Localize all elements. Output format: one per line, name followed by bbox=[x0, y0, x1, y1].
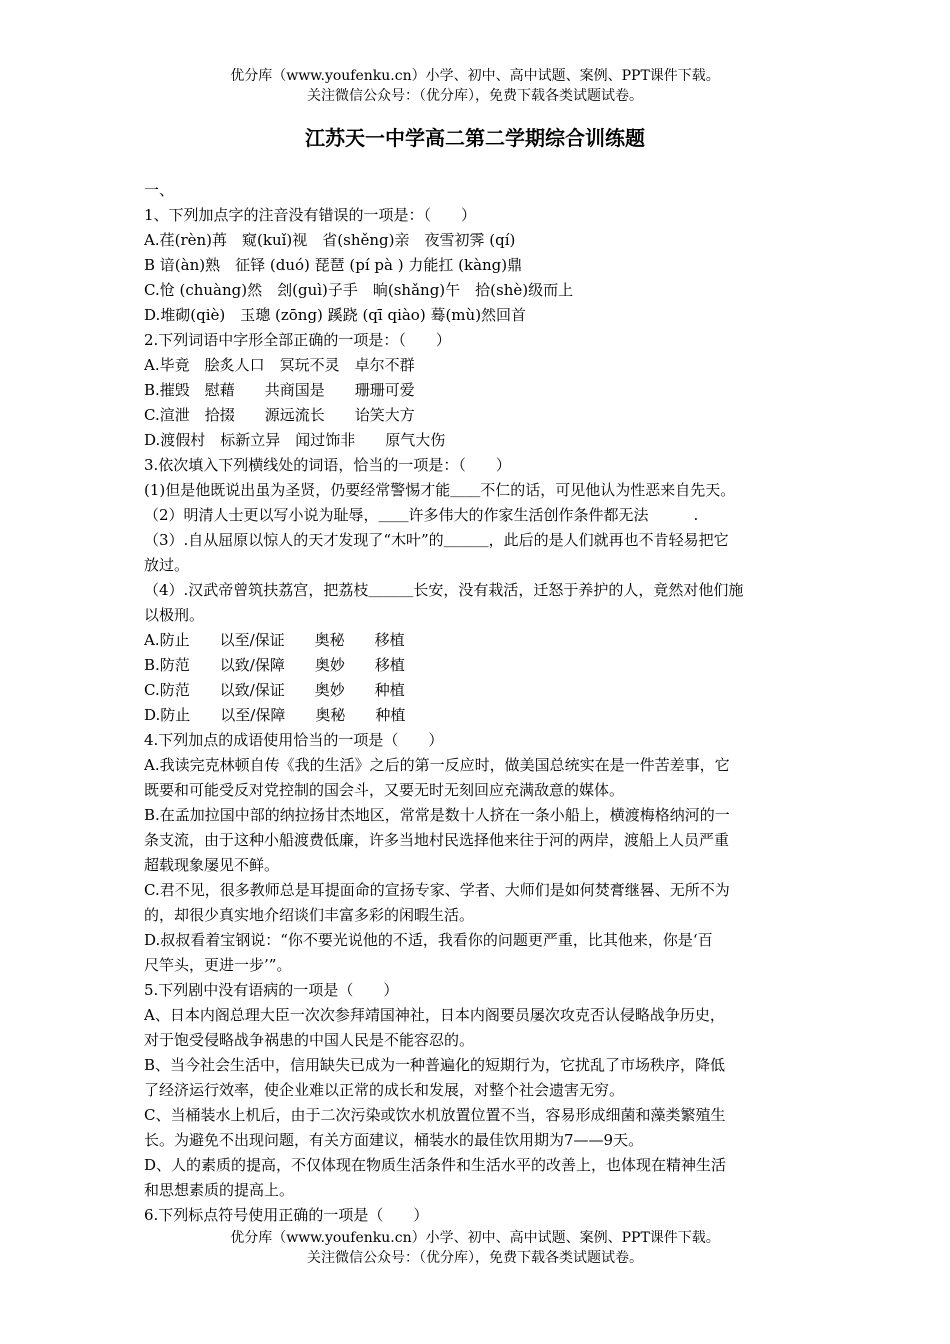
text-line: D.防止 以至/保障 奥秘 种植 bbox=[144, 706, 406, 724]
text-line: 既要和可能受反对党控制的国会斗，又要无时无刻回应充满敌意的媒体。 bbox=[144, 781, 625, 799]
text-line: D.堆砌(qiè) 玉璁 (zōng) 蹊跷 (qī qiào) 蓦(mù)然回首 bbox=[144, 306, 527, 324]
text-line: A.荏(rèn)苒 窥(kuǐ)视 省(shěng)亲 夜雪初霁 (qí) bbox=[144, 231, 516, 249]
text-line: 尺竿头，更进一步’”。 bbox=[144, 956, 292, 974]
text-line: C.防范 以致/保证 奥妙 种植 bbox=[144, 681, 405, 699]
text-line: 3.依次填入下列横线处的词语，恰当的一项是：（ ） bbox=[144, 456, 511, 474]
footer-line-2: 关注微信公众号：（优分库），免费下载各类试题试卷。 bbox=[307, 1250, 643, 1266]
footer-line-1: 优分库（www.youfenku.cn）小学、初中、高中试题、案例、PPT课件下载。 bbox=[230, 1230, 720, 1246]
text-line: 一、 bbox=[144, 181, 175, 199]
text-line: (1)但是他既说出虽为圣贤，仍要经常警惕才能＿＿不仁的话，可见他认为性恶来自先天。 bbox=[144, 481, 736, 499]
text-line: A.毕竟 脍炙人口 冥玩不灵 卓尔不群 bbox=[144, 356, 415, 374]
text-line: B.在孟加拉国中部的纳拉扬甘杰地区，常常是数十人挤在一条小船上，横渡梅格纳河的一 bbox=[144, 806, 730, 824]
document-body bbox=[144, 178, 806, 1228]
text-line: 5.下列剧中没有语病的一项是（ ） bbox=[144, 981, 399, 999]
text-line: A.防止 以至/保证 奥秘 移植 bbox=[144, 631, 405, 649]
text-line: 4.下列加点的成语使用恰当的一项是（ ） bbox=[144, 731, 444, 749]
text-line: 长。为避免不出现问题，有关方面建议，桶装水的最佳饮用期为7——9天。 bbox=[144, 1131, 644, 1149]
text-line: B 谙(àn)熟 征铎 (duó) 琵琶 (pí pà ) 力能扛 (kàng)鼎 bbox=[144, 256, 523, 274]
text-line: 6.下列标点符号使用正确的一项是（ ） bbox=[144, 1206, 429, 1224]
text-line: D、人的素质的提高，不仅体现在物质生活条件和生活水平的改善上，也体现在精神生活 bbox=[144, 1156, 727, 1174]
text-line: 2.下列词语中字形全部正确的一项是：（ ） bbox=[144, 331, 451, 349]
page-footer bbox=[0, 1228, 950, 1268]
text-line: 以极刑。 bbox=[144, 606, 205, 624]
text-line: 1、下列加点字的注音没有错误的一项是：（ ） bbox=[144, 206, 477, 224]
text-line: B.防范 以致/保障 奥妙 移植 bbox=[144, 656, 405, 674]
text-line: 和思想素质的提高上。 bbox=[144, 1181, 295, 1199]
text-line: D.渡假村 标新立异 闻过饰非 原气大伤 bbox=[144, 431, 446, 449]
text-line: （2）明清人士更以写小说为耻辱，＿＿许多伟大的作家生活创作条件都无法 . bbox=[144, 506, 699, 524]
text-line: C.渲泄 拾掇 源远流长 诒笑大方 bbox=[144, 406, 415, 424]
text-line: （4）.汉武帝曾筑扶荔宫，把荔枝＿＿＿长安，没有栽活，迁怒于养护的人，竟然对他们施 bbox=[144, 581, 744, 599]
text-line: B.摧毁 慰藉 共商国是 珊珊可爱 bbox=[144, 381, 415, 399]
text-line: C、当桶装水上机后，由于二次污染或饮水机放置位置不当，容易形成细菌和藻类繁殖生 bbox=[144, 1106, 726, 1124]
text-line: 条支流，由于这种小船渡费低廉，许多当地村民选择他来往于河的两岸，渡船上人员严重 bbox=[144, 831, 730, 849]
text-line: 了经济运行效率，使企业难以正常的成长和发展，对整个社会遗害无穷。 bbox=[144, 1081, 625, 1099]
text-line: B、当今社会生活中，信用缺失已成为一种普遍化的短期行为，它扰乱了市场秩序，降低 bbox=[144, 1056, 726, 1074]
page-header bbox=[0, 66, 950, 106]
text-line: D.叔叔看着宝钢说：“你不要光说他的不适，我看你的问题更严重，比其他来，你是‘百 bbox=[144, 931, 713, 949]
text-line: 放过。 bbox=[144, 556, 190, 574]
text-line: 超载现象屡见不鲜。 bbox=[144, 856, 280, 874]
text-line: （3）.自从屈原以惊人的天才发现了“木叶”的＿＿＿，此后的是人们就再也不肯轻易把它 bbox=[144, 531, 729, 549]
header-line-1: 优分库（www.youfenku.cn）小学、初中、高中试题、案例、PPT课件下载。 bbox=[230, 68, 720, 84]
document-title: 江苏天一中学高二第二学期综合训练题 bbox=[305, 126, 645, 150]
text-line: 的，却很少真实地介绍谈们丰富多彩的闲暇生活。 bbox=[144, 906, 475, 924]
text-line: A.我读完克林顿自传《我的生活》之后的第一反应时，做美国总统实在是一件苦差事，它 bbox=[144, 756, 730, 774]
text-line: C.君不见，很多教师总是耳提面命的宣扬专家、学者、大师们是如何焚膏继晷、无所不为 bbox=[144, 881, 730, 899]
header-line-2: 关注微信公众号：（优分库），免费下载各类试题试卷。 bbox=[307, 88, 643, 104]
text-line: A、日本内阁总理大臣一次次参拜靖国神社，日本内阁要员屡次攻克否认侵略战争历史， bbox=[144, 1006, 725, 1024]
text-line: 对于饱受侵略战争祸患的中国人民是不能容忍的。 bbox=[144, 1031, 475, 1049]
text-line: C.怆 (chuàng)然 刽(guì)子手 晌(shǎng)午 拾(shè)级而上 bbox=[144, 281, 574, 299]
